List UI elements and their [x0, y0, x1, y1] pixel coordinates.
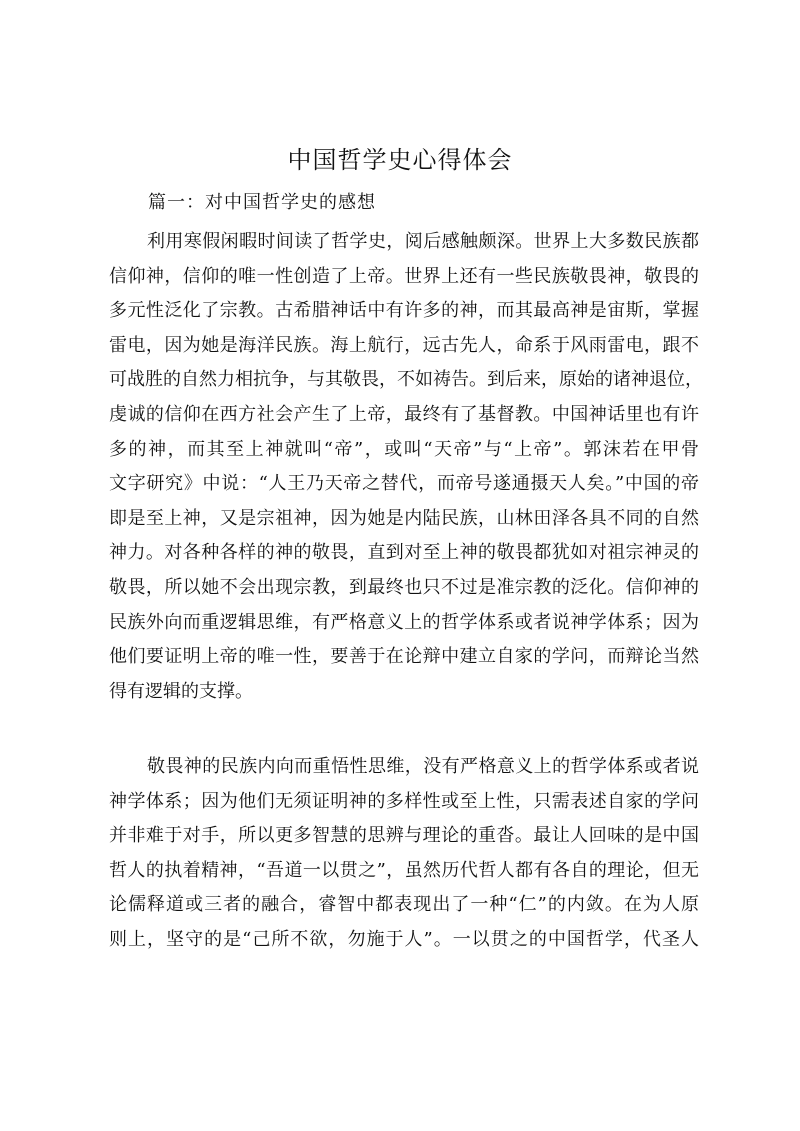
paragraph-line: 并非难于对手，所以更多智慧的思辨与理论的重沓。最让人回味的是中国: [109, 825, 699, 847]
paragraph-line: 哲人的执着精神，“吾道一以贯之”，虽然历代哲人都有各自的理论，但无: [109, 859, 699, 881]
document-title: 中国哲学史心得体会: [287, 146, 513, 174]
paragraph-line: 可战胜的自然力相抗争，与其敬畏，不如祷告。到后来，原始的诸神退位，: [109, 369, 703, 391]
section-subtitle: 篇一：对中国哲学史的感想: [148, 192, 376, 213]
paragraph-line: 多的神，而其至上神就叫“帝”，或叫“天帝”与“上帝”。郭沫若在甲骨: [109, 438, 699, 460]
paragraph-line: 多元性泛化了宗教。古希腊神话中有许多的神，而其最高神是宙斯，掌握: [109, 300, 699, 322]
paragraph-line: 雷电，因为她是海洋民族。海上航行，远古先人，命系于风雨雷电，跟不: [109, 334, 699, 356]
paragraph-line: 民族外向而重逻辑思维，有严格意义上的哲学体系或者说神学体系；因为: [109, 611, 699, 633]
paragraph-line: 信仰神，信仰的唯一性创造了上帝。世界上还有一些民族敬畏神，敬畏的: [109, 265, 699, 287]
paragraph-2: [109, 750, 699, 958]
paragraph-line: 即是至上神，又是宗祖神，因为她是内陆民族，山林田泽各具不同的自然: [109, 507, 699, 529]
paragraph-line: 利用寒假闲暇时间读了哲学史，阅后感触颇深。世界上大多数民族都: [147, 231, 699, 252]
paragraph-1: [109, 225, 703, 709]
paragraph-line: 虔诚的信仰在西方社会产生了上帝，最终有了基督教。中国神话里也有许: [109, 403, 699, 425]
paragraph-line: 敬畏，所以她不会出现宗教，到最终也只不过是准宗教的泛化。信仰神的: [109, 576, 699, 598]
paragraph-line: 论儒释道或三者的融合，睿智中都表现出了一种“仁”的内敛。在为人原: [109, 894, 699, 916]
paragraph-line: 敬畏神的民族内向而重悟性思维，没有严格意义上的哲学体系或者说: [147, 756, 699, 777]
paragraph-line: 神学体系；因为他们无须证明神的多样性或至上性，只需表述自家的学问: [109, 790, 699, 812]
paragraph-line: 神力。对各种各样的神的敬畏，直到对至上神的敬畏都犹如对祖宗神灵的: [109, 542, 699, 564]
paragraph-line: 他们要证明上帝的唯一性，要善于在论辩中建立自家的学问，而辩论当然: [109, 646, 699, 668]
paragraph-line: 则上，坚守的是“己所不欲，勿施于人”。一以贯之的中国哲学，代圣人: [109, 928, 699, 950]
paragraph-line: 得有逻辑的支撑。: [109, 680, 253, 702]
paragraph-line: 文字研究》中说：“人王乃天帝之替代，而帝号遂通摄天人矣。”中国的帝: [109, 473, 699, 495]
